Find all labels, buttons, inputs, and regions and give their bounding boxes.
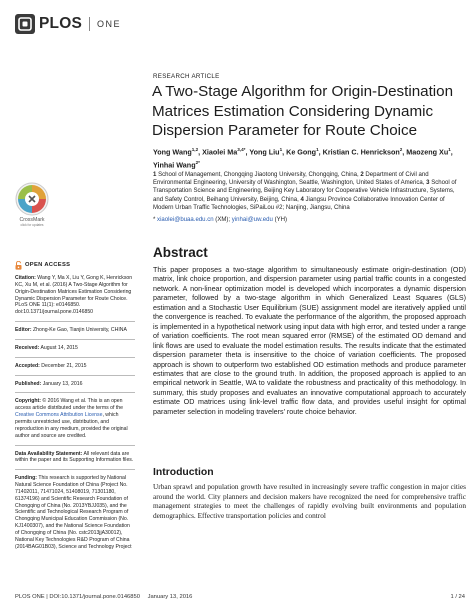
accepted-date: December 21, 2015 bbox=[41, 362, 87, 369]
author-list: Yong Wang$^{1,2}$, Xiaolei $Ma^{3,4*}$, Yong Liu$^1$, Ke Gong$^1$, Kristian C. Henrickson$^2$, Maozeng Xu$^1$, Yinhai Wang$^{2*}$ bbox=[153, 147, 453, 169]
affiliations bbox=[153, 171, 465, 212]
logo-divider bbox=[89, 17, 90, 31]
data-availability-label: Data Availability Statement: bbox=[15, 450, 83, 457]
sidebar-divider bbox=[15, 339, 135, 340]
author-name[interactable]: Yong Liu bbox=[249, 147, 280, 157]
affiliation-text: School of Management, Chongqing Jiaotong University, Chongqing, China, bbox=[158, 172, 359, 178]
sidebar-divider bbox=[15, 392, 135, 393]
crossmark-label: CrossMark bbox=[19, 217, 45, 223]
open-access-label: OPEN ACCESS bbox=[25, 262, 71, 269]
author-name[interactable]: Kristian C. Henrickson bbox=[322, 147, 400, 157]
open-access-row bbox=[15, 261, 135, 270]
copyright-text: © 2016 Wang et al. This is an open access article distributed under the terms of the bbox=[15, 398, 124, 412]
copyright-block bbox=[15, 398, 135, 439]
received-date: August 14, 2015 bbox=[40, 344, 78, 351]
author-name[interactable]: Ke Gong bbox=[286, 147, 317, 157]
funding-block bbox=[15, 475, 135, 550]
author-affiliation-marker: 3,4* bbox=[237, 147, 246, 152]
sidebar-divider bbox=[15, 375, 135, 376]
received-label: Received: bbox=[15, 344, 40, 351]
editor-block bbox=[15, 327, 135, 334]
published-label: Published: bbox=[15, 380, 42, 387]
copyright-text-tail: , which permits unrestricted use, distribution, and reproduction in any medium, provided the original author and source are credited. bbox=[15, 412, 128, 439]
funding-text: This research is supported by National Natural Science Foundation of China (Project No. 71402011, 71471024, 51408019, 71301180, 61374196) and Scientific Research Foundation of Chongqing of China (No. 2013YBJJ035), and the Scientific and Technological Research Program of Chongqing Municipal Education Commission (No. KJ1400307), and the National Science Foundation of Chongqing of China (No. cstc2013jjA30012), National Key Technologies R&D Program of China (2014BAG01B03), Science and Technology Project bbox=[15, 475, 132, 550]
affiliation-text: School of Transportation Science and Engineering, Beijing Key Laboratory for Cooperative Vehicle Infrastructure, Systems, and Safety Control, Beihang University, Beijing, China, bbox=[153, 180, 457, 203]
abstract-heading: Abstract bbox=[153, 245, 208, 260]
introduction-text: Urban sprawl and population growth have resulted in increasingly severe traffic congestion in major cities around the world. City planners and decision makers have recognized the need for comprehensive traffic management strategies to meet the challenges of rapidly evolving built environments and population demographics. Effective transportation policies and control bbox=[153, 482, 466, 520]
affiliation-text: Department of Civil and Environmental Engineering, University of Washington, Seattle, Washington, United States of America, bbox=[153, 172, 429, 187]
data-availability-block bbox=[15, 451, 135, 465]
page-number: 1 / 24 bbox=[450, 594, 465, 600]
author-name[interactable]: Yinhai Wang bbox=[153, 159, 196, 169]
author-affiliation-marker: 1 bbox=[316, 147, 319, 152]
footer-date: January 13, 2016 bbox=[147, 594, 193, 600]
author-affiliation-marker: 1 bbox=[279, 147, 283, 152]
published-date: January 13, 2016 bbox=[42, 380, 83, 387]
email-link-yh[interactable]: yinhai@uw.edu bbox=[231, 217, 273, 223]
email-marker: * bbox=[153, 217, 156, 223]
article-type: RESEARCH ARTICLE bbox=[153, 73, 220, 80]
affiliation-text: Jiangsu Province Collaborative Innovation Center of Modern Urban Traffic Technologies, SiPaiLou #2; Nanjing, Jiangsu, China bbox=[153, 196, 445, 211]
journal-logo-text[interactable]: PLOS bbox=[39, 15, 83, 32]
journal-logo-suffix[interactable]: ONE bbox=[97, 19, 122, 29]
accepted-label: Accepted: bbox=[15, 362, 40, 369]
accepted-block bbox=[15, 363, 135, 370]
affiliation-number: 2 bbox=[360, 172, 364, 178]
plos-logo-icon bbox=[15, 14, 35, 34]
sidebar-divider bbox=[15, 445, 135, 446]
published-block bbox=[15, 381, 135, 388]
data-availability-text: All relevant data are within the paper and its Supporting Information files. bbox=[15, 450, 134, 464]
crossmark-icon bbox=[15, 182, 49, 216]
editor-label: Editor: bbox=[15, 327, 32, 334]
crossmark-sublabel: click for updates bbox=[20, 223, 44, 227]
sidebar-divider bbox=[15, 321, 135, 322]
introduction-heading: Introduction bbox=[153, 467, 214, 478]
author-name[interactable]: Yong Wang bbox=[153, 147, 192, 157]
crossmark-badge[interactable] bbox=[14, 182, 50, 227]
footer-journal-doi[interactable]: PLOS ONE | DOI:10.1371/journal.pone.0146850 bbox=[15, 594, 140, 600]
affiliation-number: 3 bbox=[426, 180, 430, 187]
email-note-xm: (XM); bbox=[213, 217, 231, 223]
editor-text: Zhong-Ke Gao, Tianjin University, CHINA bbox=[33, 327, 127, 334]
email-note-yh: (YH) bbox=[272, 217, 287, 223]
corresponding-email bbox=[153, 216, 465, 224]
received-block bbox=[15, 345, 135, 352]
license-link[interactable]: Creative Commons Attribution License bbox=[15, 412, 103, 419]
article-title: A Two-Stage Algorithm for Origin-Destination Matrices Estimation Considering Dynamic Dispersion Parameter for Route Choice bbox=[152, 83, 454, 139]
author-affiliation-marker: 1 bbox=[448, 147, 451, 152]
journal-header bbox=[15, 13, 121, 35]
author-affiliation-marker: 2 bbox=[399, 147, 403, 152]
sidebar-divider bbox=[15, 469, 135, 470]
citation-text: Wang Y, Ma X, Liu Y, Gong K, Henrickson KC, Xu M, et al. (2016) A Two-Stage Algorithm for Origin-Destination Matrices Estimation Considering Dynamic Dispersion Parameter for Route Choice. PLoS ONE 11(1): e0146850. doi:10.1371/journal.pone.0146850 bbox=[15, 275, 133, 316]
author-affiliation-marker: 1,2 bbox=[191, 147, 199, 152]
citation-block bbox=[15, 275, 135, 316]
email-link-xm[interactable]: xiaolei@buaa.edu.cn bbox=[157, 217, 214, 223]
abstract-text: This paper proposes a two-stage algorithm to simultaneously estimate origin-destination (OD) matrix, link choice proportion, and dispersion parameter using partial traffic counts in a congested network. A non-linear optimization model is developed which incorporates a dynamic dispersion parameter, followed by a two-stage algorithm in which Generalized Least Squares (GLS) estimation and a Stochastic User Equilibrium (SUE) assignment model are iteratively applied until the convergence is reached. To evaluate the performance of the algorithm, the proposed approach is implemented in a hypothetical network using input data with high error, and tested under a range of variation coefficients. The root mean squared error (RMSE) of the estimated OD demand and link flows are used to evaluate the model estimation results. The results indicate that the estimated dispersion parameter theta is insensitive to the choice of variation coefficients. The proposed approach is shown to outperform two established OD estimation methods and produce parameter estimates that are close to the ground truth. In addition, the proposed approach is applied to an empirical network in Seattle, WA to validate the robustness and practicality of this methodology. In summary, this study proposes and evaluates an innovative computational approach to accurately estimate OD matrices using link-level traffic flow data, and provides useful insight for optimal parameter selection in modeling travelers' route choice behavior. bbox=[153, 266, 466, 416]
sidebar-divider bbox=[15, 357, 135, 358]
author-name[interactable]: Xiaolei Ma bbox=[202, 147, 238, 157]
citation-label: Citation: bbox=[15, 275, 36, 281]
author-affiliation-marker: 2* bbox=[195, 159, 200, 165]
page-footer bbox=[15, 594, 465, 600]
open-lock-icon bbox=[15, 261, 22, 270]
funding-label: Funding: bbox=[15, 475, 37, 482]
article-sidebar bbox=[15, 261, 135, 555]
affiliation-number: 1 bbox=[153, 172, 157, 178]
affiliation-number: 4 bbox=[300, 196, 304, 203]
author-name[interactable]: Maozeng Xu bbox=[406, 147, 449, 157]
copyright-label: Copyright: bbox=[15, 398, 41, 405]
